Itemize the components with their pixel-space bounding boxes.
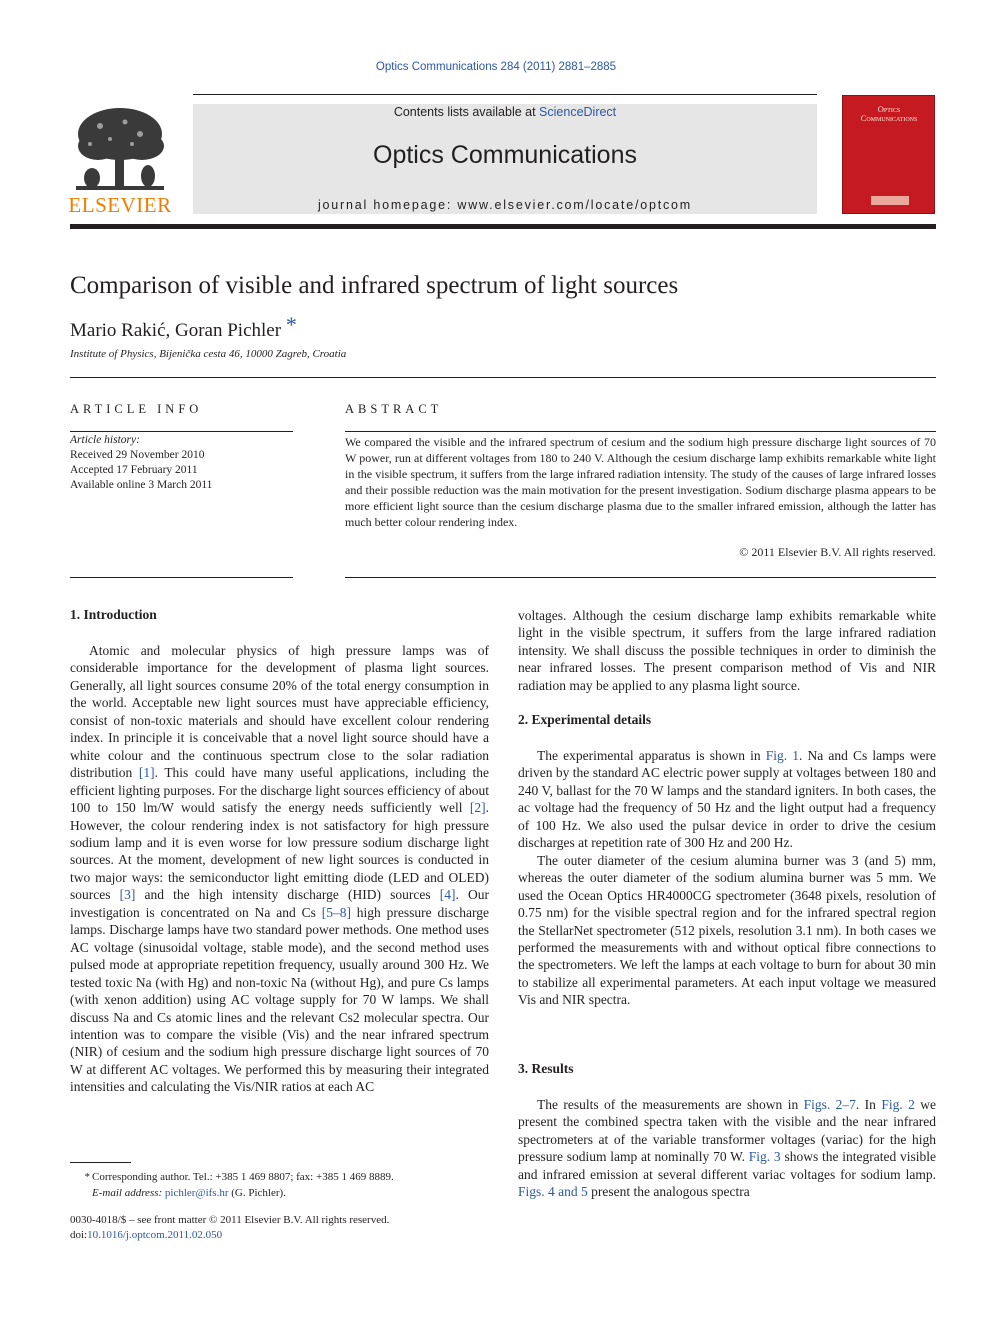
fig-2-link[interactable]: Fig. 2	[881, 1097, 915, 1112]
s1-text-2: . This could have many useful applications, including the efficient lighting purposes. For the discharge light sources efficiency of about 100 to 150 lm/W would satisfy the energy needs sufficiently well	[70, 765, 489, 816]
s1-text-4: and the high intensity discharge (HID) sources	[135, 887, 440, 903]
authors: Mario Rakić, Goran Pichler	[70, 320, 282, 341]
section-3-heading: 3. Results	[518, 1061, 574, 1076]
contents-line	[193, 105, 817, 119]
article-history	[70, 433, 212, 493]
doi-line	[70, 1228, 389, 1243]
s3-text-4: shows the integrated visible and infrared emission at several different variac voltages for sodium lamp.	[518, 1149, 936, 1182]
s2-text-1a: The experimental apparatus is shown in	[537, 748, 766, 763]
contents-prefix: Contents lists available at	[393, 105, 540, 119]
s3-text-1: The results of the measurements are shown in	[537, 1097, 804, 1112]
doi-label: doi:	[70, 1229, 88, 1241]
ref-3-link[interactable]: [3]	[119, 887, 136, 903]
corresponding-author-text: Corresponding author. Tel.: +385 1 469 8807; fax: +385 1 469 8889.	[92, 1171, 394, 1183]
ref-1-link[interactable]: [1]	[138, 765, 155, 781]
section-2-paragraph-2: The outer diameter of the cesium alumina burner was 3 (and 5) mm, whereas the outer diameter of the sodium alumina burner was 5 mm. We used the Ocean Optics HR4000CG spectrometer (3648 pixels, resolution of 0.75 nm) for the visible spectral region and for the infrared spectral region the StellarNet spectrometer (512 pixels, resolution 3.1 nm). In both cases we performed the measurements with and without optical fibre connections to the spectrometers. We left the lamps at each voltage to burn for about 30 min to stabilize all experimental parameters. At each input voltage we measured Vis and NIR spectra.	[518, 852, 936, 1008]
authors-line	[70, 312, 297, 342]
s3-text-3: we present the combined spectra taken with the visible and the near infrared spectrometers at of the variable transformer voltages (variac) for the high pressure sodium lamp at nominally 70 W.	[518, 1097, 936, 1165]
journal-homepage[interactable]: journal homepage: www.elsevier.com/locate/optcom	[317, 198, 693, 212]
fig-1-link[interactable]: Fig. 1	[765, 748, 799, 763]
section-1-heading: 1. Introduction	[70, 607, 157, 622]
doi-link[interactable]: 10.1016/j.optcom.2011.02.050	[87, 1229, 223, 1241]
footnote-mark: *	[84, 1171, 90, 1183]
issn-line: 0030-4018/$ – see front matter © 2011 Elsevier B.V. All rights reserved.	[70, 1214, 390, 1226]
online-date: Available online 3 March 2011	[70, 479, 213, 491]
affiliation-rule	[70, 377, 936, 378]
received-date: Received 29 November 2010	[70, 449, 205, 461]
footnote-rule	[70, 1162, 131, 1163]
fig-3-link[interactable]: Fig. 3	[748, 1149, 781, 1165]
section-2-heading: 2. Experimental details	[518, 712, 652, 727]
s1-text-6: high pressure discharge lamps. Discharge lamps have two standard power methods. One method uses AC voltage (sinusoidal voltage, stable mode), and the second method uses pulsed mode at appropriate repetition frequency, usually around 300 Hz. We tested toxic Na (with Hg) and non-toxic Na (without Hg), and pure Cs lamps (with xenon addition) using AC voltage supply for 70 W lamps. We shall discuss Na and Cs atomic lines and the relevant Cs2 molecular spectra. Our intention was to compare the visible (Vis) and the near infrared spectrum (NIR) of cesium and the sodium high pressure discharge light sources of 70 W at different AC voltages. We performed this by measuring their integrated intensities and calculating the Vis/NIR ratios at each AC	[70, 904, 489, 1095]
history-label: Article history:	[70, 434, 140, 446]
cover-title	[849, 105, 929, 123]
abstract-text: We compared the visible and the infrared spectrum of cesium and the sodium high pressure discharge light sources of 70 W power, run at different voltages from 180 to 240 V. Although the cesium discharge lamp exhibits remarkable white light in the visible spectrum, it suffers from the large infrared radiation intensity. The study of the causes of large infrared losses and their possible reduction was the main motivation for the present investigation. Sodium discharge plasma appears to be more efficient light source than the cesium discharge plasma due to the smaller infrared emission, although the latter has much better colour rendering index.	[345, 435, 936, 529]
front-matter	[70, 1213, 389, 1243]
s2-text-1b: . Na and Cs lamps were driven by the standard AC electric power supply at voltages between 180 and 240 V, ballast for the 70 W lamps and the standard igniters. In both cases, the ac voltage had the frequency of 50 Hz and the light output had a frequency of 100 Hz. We also used the pulsar device in order to drive the cesium discharges at repetition rate of 300 Hz and 200 Hz.	[518, 748, 936, 851]
abstract-rule	[345, 431, 936, 432]
section-3-body	[518, 1096, 936, 1201]
abstract-heading: ABSTRACT	[345, 402, 443, 416]
s3-text-5: present the analogous spectra	[587, 1184, 750, 1200]
cover-publisher-mark	[871, 196, 909, 205]
accepted-date: Accepted 17 February 2011	[70, 464, 198, 476]
affiliation: Institute of Physics, Bijenička cesta 46, 10000 Zagreb, Croatia	[70, 348, 347, 360]
figs-4-5-link[interactable]: Figs. 4 and 5	[518, 1184, 588, 1200]
section-1-continuation: voltages. Although the cesium discharge lamp exhibits remarkable white light in the visible spectrum, it suffers from the large infrared radiation intensity. We shall discuss the possible techniques in order to diminish the near infrared losses. The present comparison method of Vis and NIR radiation may be applied to any plasma light source.	[518, 608, 936, 693]
cover-title-line1: Optics	[877, 104, 901, 114]
abstract-copyright: © 2011 Elsevier B.V. All rights reserved.	[739, 545, 936, 559]
section-1-body	[70, 642, 489, 1096]
header-top-rule	[193, 94, 817, 95]
footnote	[70, 1169, 394, 1201]
article-title: Comparison of visible and infrared spectrum of light sources	[70, 272, 679, 299]
ref-4-link[interactable]: [4]	[439, 887, 456, 903]
article-info-bottom-rule	[70, 577, 293, 578]
s3-text-2: . In	[855, 1097, 882, 1112]
s1-text-5: . Our investigation is concentrated on Na and Cs	[70, 887, 489, 920]
journal-cover-thumbnail[interactable]	[842, 95, 935, 214]
article-info-heading: ARTICLE INFO	[70, 402, 203, 416]
header-thick-rule	[70, 224, 936, 229]
footnote-corresponding	[70, 1169, 394, 1185]
section-2-paragraph-1	[518, 747, 936, 852]
section-1-paragraph	[70, 642, 489, 1096]
section-3-paragraph	[518, 1096, 936, 1201]
s1-text-1: Atomic and molecular physics of high pressure lamps was of considerable importance for the development of plasma light sources. Generally, all light sources consume 20% of the total energy consumption in the world. Acceptable new light sources must have appreciable efficiency, consist of non-toxic materials and should have excellent colour rendering index. In principle it is conceivable that a novel light source should have a white colour and the continuous spectrum close to the solar radiation distribution	[70, 643, 489, 781]
ref-5-8-link[interactable]: [5–8]	[321, 904, 351, 920]
section-2-body	[518, 747, 936, 1009]
article-info-rule	[70, 431, 293, 432]
journal-title: Optics Communications	[373, 141, 637, 169]
ref-2-link[interactable]: [2]	[469, 800, 486, 816]
email-label: E-mail address:	[92, 1187, 163, 1199]
abstract-bottom-rule	[345, 577, 936, 578]
journal-reference[interactable]: Optics Communications 284 (2011) 2881–2885	[375, 61, 617, 73]
sciencedirect-link[interactable]: ScienceDirect	[539, 105, 617, 119]
cover-title-line2: Communications	[860, 113, 918, 123]
footnote-email-line	[70, 1185, 394, 1201]
s1-text-3: . However, the colour rendering index is not satisfactory for high pressure sodium lamp and it is even worse for low pressure sodium discharge light sources. At the moment, development of new light sources is conducted in two major ways: the semiconductor light emitting diode (LED and OLED) sources	[70, 800, 489, 903]
elsevier-wordmark: ELSEVIER	[68, 193, 172, 217]
email-suffix: (G. Pichler).	[228, 1187, 286, 1199]
email-link[interactable]: pichler@ifs.hr	[164, 1187, 229, 1199]
corresponding-author-mark[interactable]: *	[285, 312, 297, 337]
figs-2-7-link[interactable]: Figs. 2–7	[803, 1097, 856, 1112]
